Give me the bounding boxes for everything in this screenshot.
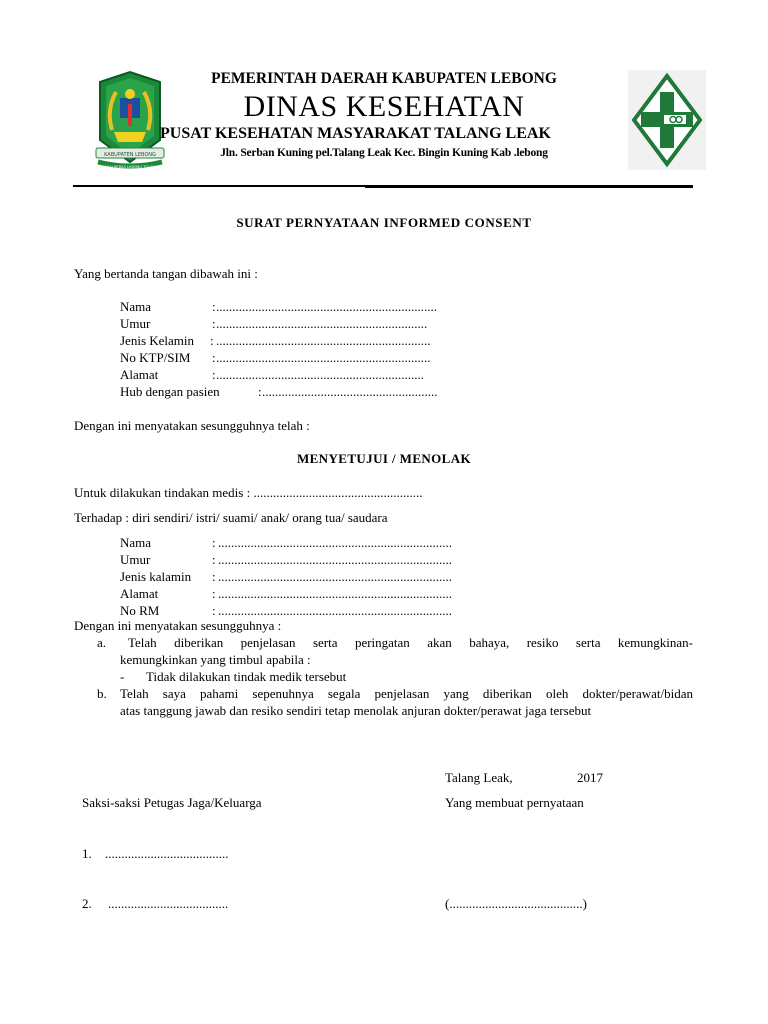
signer-relation-label: Hub dengan pasien [120,384,220,399]
maker-label: Yang membuat pernyataan [445,795,584,810]
signer-ktp-label: No KTP/SIM [120,350,191,365]
patient-address-field[interactable]: ........................................................................ [218,586,452,601]
witness2-field[interactable]: ..................................... [108,896,229,911]
action-line[interactable]: Untuk dilakukan tindakan medis : .................................................... [74,485,423,500]
patient-age-label: Umur [120,552,151,567]
patient-name-sep: : [212,535,216,550]
signer-ktp-sep: : [212,350,216,365]
year-text: 2017 [577,770,603,785]
patient-rm-field[interactable]: ........................................................................ [218,603,452,618]
header-puskesmas: PUSAT KESEHATAN MASYARAKAT TALANG LEAK [160,125,551,142]
svg-text:KABUPATEN LEBONG: KABUPATEN LEBONG [104,152,156,158]
signer-relation-sep: : [258,384,262,399]
document-title: SURAT PERNYATAAN INFORMED CONSENT [236,215,532,230]
patient-name-label: Nama [120,535,152,550]
signer-address-field[interactable]: ................................................................ [216,367,424,382]
header-rule-thin [365,187,693,188]
witness1-number: 1. [82,846,92,861]
item-a-sub: Tidak dilakukan tindak medik tersebut [146,669,347,684]
patient-name-field[interactable]: ........................................................................ [218,535,452,550]
witness2-number: 2. [82,896,92,911]
signer-relation-field[interactable]: ...................................................... [262,384,438,399]
header-address: Jln. Serban Kuning pel.Talang Leak Kec. Bingin Kuning Kab .lebong [220,147,548,159]
signer-address-label: Alamat [120,367,159,382]
patient-age-field[interactable]: ........................................................................ [218,552,452,567]
signer-gender-sep: : [210,333,214,348]
patient-gender-field[interactable]: ........................................................................ [218,569,452,584]
signer-address-sep: : [212,367,216,382]
header-government: PEMERINTAH DAERAH KABUPATEN LEBONG [211,70,557,87]
intro-text: Yang bertanda tangan dibawah ini : [74,266,258,281]
patient-gender-sep: : [212,569,216,584]
signer-age-sep: : [212,316,216,331]
patient-address-label: Alamat [120,586,159,601]
patient-age-sep: : [212,552,216,567]
patient-rm-sep: : [212,603,216,618]
item-b-line2: atas tanggung jawab dan resiko sendiri tetap menolak anjuran dokter/perawat jaga tersebut [120,703,592,718]
decision-heading: MENYETUJUI / MENOLAK [296,451,472,466]
item-a-marker: a. [97,635,107,650]
item-b-line1: Telah saya pahami sepenuhnya segala penjelasan yang diberikan oleh dokter/perawat/bidan [120,686,693,701]
witness-label: Saksi-saksi Petugas Jaga/Keluarga [82,795,262,810]
item-a-line2: kemungkinkan yang timbul apabila : [120,652,311,667]
statement2-text: Dengan ini menyatakan sesungguhnya : [74,618,282,633]
patient-gender-label: Jenis kalamin [120,569,192,584]
witness1-field[interactable]: ...................................... [105,846,229,861]
signer-name-field[interactable]: .................................................................... [216,299,437,314]
place-text: Talang Leak, [445,770,513,785]
signer-ktp-field[interactable]: .................................................................. [216,350,431,365]
item-a-line1: Telah diberikan penjelasan serta peringatan akan bahaya, resiko serta kemungkinan- [128,635,693,650]
svg-text:TOGAI BEBAS LEBONG TOLESIN: TOGAI BEBAS LEBONG TOLESIN [101,165,159,169]
patient-rm-label: No RM [120,603,160,618]
signer-age-label: Umur [120,316,151,331]
toward-line: Terhadap : diri sendiri/ istri/ suami/ anak/ orang tua/ saudara [74,510,388,525]
item-b-marker: b. [97,686,107,701]
signer-gender-field[interactable]: .................................................................. [216,333,431,348]
maker-signature-field[interactable]: (.........................................) [445,896,587,911]
signer-name-sep: : [212,299,216,314]
header-department: DINAS KESEHATAN [243,90,525,123]
statement-text: Dengan ini menyatakan sesungguhnya telah : [74,418,310,433]
signer-gender-label: Jenis Kelamin [120,333,195,348]
patient-address-sep: : [212,586,216,601]
signer-age-field[interactable]: ................................................................. [216,316,428,331]
signer-name-label: Nama [120,299,152,314]
item-a-dash: - [120,669,125,684]
